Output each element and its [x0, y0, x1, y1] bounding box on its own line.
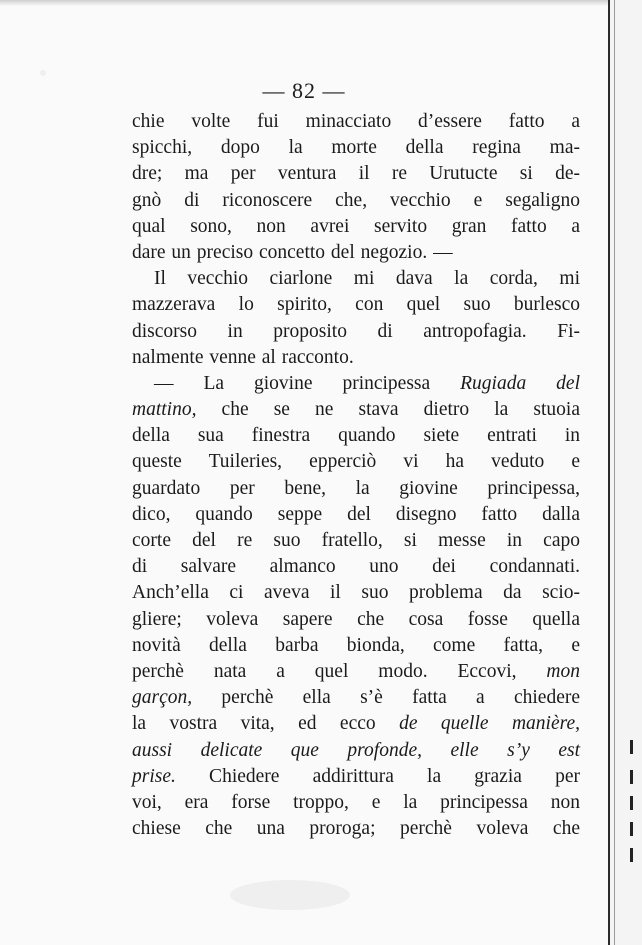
italic-run: garçon, [132, 687, 193, 709]
edge-mark [630, 822, 633, 836]
text-line [132, 607, 580, 633]
text-line [132, 371, 580, 397]
text-run: della sua finestra quando siete entrati in [132, 425, 580, 447]
text-run: che se ne stava dietro la stuoia [196, 399, 580, 421]
text-run: queste Tuileries, epperciò vi ha veduto e [132, 451, 580, 473]
text-line [132, 240, 580, 266]
text-run: chiese che una proroga; perchè voleva che [132, 818, 580, 840]
text-run: qual sono, non avrei servito gran fatto a [132, 215, 580, 237]
text-run: dre; ma per ventura il re Urutucte si de- [132, 163, 580, 185]
text-run: Il vecchio ciarlone mi dava la corda, mi [154, 268, 580, 290]
text-line [132, 188, 580, 214]
text-line [132, 397, 580, 423]
text-run: mazzerava lo spirito, con quel suo burlesco [132, 294, 580, 316]
text-line [132, 109, 580, 135]
text-line [132, 764, 580, 790]
text-line [132, 816, 580, 842]
italic-run: aussi delicate que profonde, elle s’y est [132, 739, 580, 761]
italic-run: Rugiada del [460, 372, 581, 394]
italic-run: de quelle manière, [399, 713, 580, 735]
text-run: di salvare almanco uno dei condannati. [132, 556, 580, 578]
text-run: voi, era forse troppo, e la principessa non [132, 791, 580, 813]
page-number: — 82 — [262, 78, 346, 103]
text-line [132, 738, 580, 764]
text-line [132, 214, 580, 240]
text-run: perchè ella s’è fatta a chiedere [192, 687, 580, 709]
text-line [132, 161, 580, 187]
text-line [132, 685, 580, 711]
text-line [132, 449, 580, 475]
text-run: nalmente venne al racconto. [132, 346, 354, 368]
text-run: perchè nata a quel modo. Eccovi, [132, 660, 547, 682]
text-run: novità della barba bionda, come fatta, e [132, 634, 580, 656]
text-line [132, 423, 580, 449]
edge-mark [630, 796, 633, 810]
text-line [132, 528, 580, 554]
italic-run: mon [546, 660, 580, 682]
text-line [132, 476, 580, 502]
text-line [132, 319, 580, 345]
text-line [132, 580, 580, 606]
edge-mark [630, 740, 633, 754]
text-line [132, 554, 580, 580]
text-line [132, 292, 580, 318]
text-run: Anch’ella ci aveva il suo problema da scio- [132, 582, 580, 604]
page-top-shadow [0, 0, 608, 6]
adjacent-page-edge [610, 0, 642, 945]
text-run: spicchi, dopo la morte della regina ma- [132, 137, 580, 159]
text-run: dare un preciso concetto del negozio. — [132, 241, 453, 263]
edge-mark [630, 848, 633, 862]
text-line [132, 790, 580, 816]
text-run: chie volte fui minacciato d’essere fatto a [132, 111, 580, 132]
body-text [132, 109, 580, 842]
text-line [132, 633, 580, 659]
text-line [132, 135, 580, 161]
paper-smudge [40, 70, 46, 76]
text-run: gliere; voleva sapere che cosa fosse quella [132, 608, 580, 630]
text-run: discorso in proposito di antropofagia. Fi- [132, 320, 580, 342]
text-run: Chiedere addirittura la grazia per [175, 765, 580, 787]
text-line [132, 659, 580, 685]
text-run: la vostra vita, ed ecco [132, 713, 400, 735]
italic-run: mattino, [132, 399, 197, 421]
text-run: guardato per bene, la giovine principessa, [132, 477, 580, 499]
text-run: gnò di riconoscere che, vecchio e segaligno [132, 189, 580, 211]
text-run: — La giovine principessa [154, 372, 461, 394]
text-line [132, 502, 580, 528]
text-run: corte del re suo fratello, si messe in capo [132, 530, 580, 551]
italic-run: prise. [132, 765, 176, 787]
text-line [132, 711, 580, 737]
edge-mark [630, 770, 633, 784]
paper-smudge [230, 880, 350, 910]
text-run: dico, quando seppe del disegno fatto dalla [132, 503, 580, 525]
page-edge-line [614, 0, 615, 945]
text-line [132, 266, 580, 292]
text-line [132, 345, 580, 371]
